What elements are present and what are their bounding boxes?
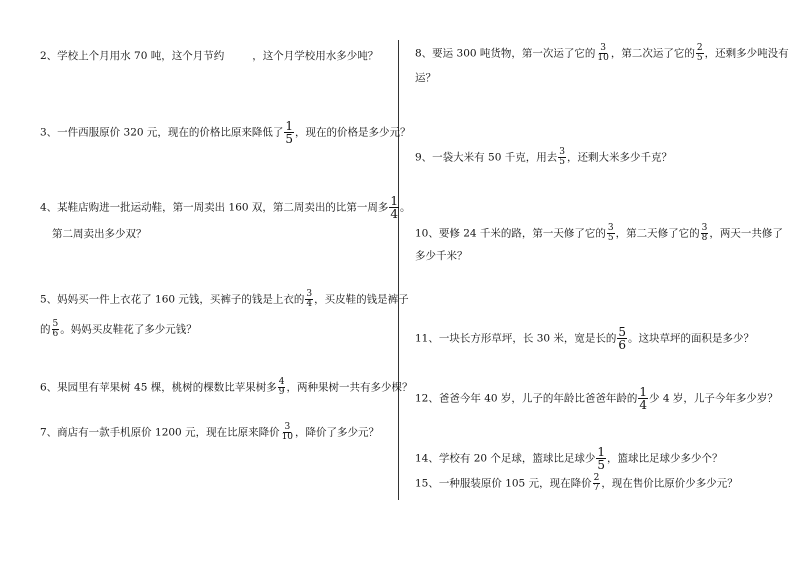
- question-text: ，第二次运了它的: [610, 47, 695, 60]
- question-text: ，降价了多少元？: [295, 426, 380, 439]
- fraction: [558, 148, 566, 167]
- fraction-denominator: 9: [278, 387, 285, 397]
- question-text: 少 4 岁，儿子今年多少岁？: [649, 392, 778, 405]
- question-text: 9、一袋大米有 50 千克，用去: [415, 151, 558, 164]
- column-divider: [398, 40, 399, 500]
- fraction: [284, 120, 294, 145]
- fraction: [638, 386, 648, 411]
- fraction: [596, 446, 606, 471]
- fraction-numerator: 1: [597, 445, 606, 459]
- question-4: [40, 195, 411, 220]
- question-10-line-2: [415, 248, 468, 266]
- fraction-denominator: 7: [593, 483, 600, 493]
- question-12: [415, 386, 778, 411]
- question-4-line-2: [52, 226, 147, 244]
- fraction-numerator: 3: [306, 289, 313, 299]
- question-text: 8、要运 300 吨货物，第一次运了它的: [415, 47, 596, 60]
- fraction: [701, 224, 709, 243]
- question-8-line-2: [415, 70, 436, 88]
- fraction-numerator: 3: [559, 147, 565, 157]
- question-11: [415, 326, 754, 351]
- fraction: [389, 195, 399, 220]
- fraction: [617, 326, 627, 351]
- question-text: ，两天一共修了: [709, 227, 783, 240]
- fraction-denominator: 5: [696, 53, 703, 63]
- fraction-numerator: 3: [607, 223, 614, 233]
- fraction: [278, 378, 286, 397]
- question-text: 5、妈妈买一件上衣花了 160 元钱，买裤子的钱是上衣的: [40, 293, 305, 306]
- question-text: 。这块草坪的面积是多少？: [628, 332, 755, 345]
- question-text: ，还剩多少吨没有: [704, 47, 789, 60]
- fraction: [607, 224, 615, 243]
- question-text: 多少千米？: [415, 250, 468, 262]
- fraction-numerator: 2: [696, 43, 703, 53]
- question-5-line-2: [40, 320, 197, 339]
- question-3: [40, 120, 411, 145]
- question-text: 10、要修 24 千米的路，第一天修了它的: [415, 227, 606, 240]
- question-text: 12、爸爸今年 40 岁，儿子的年龄比爸爸年龄的: [415, 392, 638, 405]
- question-text: ，买皮鞋的钱是裤子: [314, 293, 409, 306]
- fraction: [696, 44, 704, 63]
- question-text: 的: [40, 323, 51, 336]
- question-text: 。妈妈买皮鞋花了多少元钱？: [60, 323, 197, 336]
- fraction-numerator: 5: [618, 325, 627, 339]
- fraction-denominator: 10: [281, 432, 294, 442]
- question-10: [415, 224, 783, 243]
- fraction-denominator: 6: [52, 329, 59, 339]
- fraction: [596, 44, 609, 63]
- question-2: [40, 48, 378, 66]
- question-text: ，还剩大米多少千克？: [566, 151, 672, 164]
- fraction-numerator: 5: [52, 319, 59, 329]
- fraction-denominator: 4: [306, 299, 313, 309]
- question-text: ，第二天修了它的: [615, 227, 700, 240]
- question-text: 运？: [415, 72, 436, 84]
- fraction-numerator: 1: [390, 194, 399, 208]
- fraction-denominator: 6: [618, 338, 627, 352]
- fraction-numerator: 4: [278, 377, 285, 387]
- fraction-numerator: 2: [593, 473, 600, 483]
- fraction: [593, 474, 601, 493]
- question-6: [40, 378, 412, 397]
- question-text: ，现在的价格是多少元？: [295, 126, 411, 139]
- fraction-numerator: 3: [284, 422, 291, 432]
- question-text: ，现在售价比原价少多少元？: [601, 477, 738, 490]
- question-14: [415, 446, 723, 471]
- fraction-denominator: 5: [607, 233, 614, 243]
- question-text: 11、一块长方形草坪，长 30 米，宽是长的: [415, 332, 617, 345]
- fraction-denominator: 4: [639, 398, 648, 412]
- fraction-numerator: 3: [600, 43, 606, 53]
- fraction-denominator: 5: [285, 132, 294, 146]
- fraction-denominator: 5: [559, 157, 565, 167]
- question-text: 第二周卖出多少双？: [52, 228, 147, 240]
- question-text: ，篮球比足球少多少个？: [607, 452, 723, 465]
- question-text: 。: [400, 201, 411, 214]
- fraction-denominator: 4: [390, 207, 399, 221]
- fraction-denominator: 10: [597, 53, 609, 63]
- fraction-denominator: 5: [597, 458, 606, 472]
- question-8: [415, 44, 789, 63]
- question-text: 6、果园里有苹果树 45 棵，桃树的棵数比苹果树多: [40, 381, 277, 394]
- fraction-numerator: 3: [701, 223, 708, 233]
- fraction: [52, 320, 60, 339]
- question-text: 2、学校上个月用水 70 吨，这个月节约: [40, 50, 225, 62]
- question-15: [415, 474, 738, 493]
- question-text: 4、某鞋店购进一批运动鞋，第一周卖出 160 双，第二周卖出的比第一周多: [40, 201, 389, 214]
- question-text: 14、学校有 20 个足球，篮球比足球少: [415, 452, 596, 465]
- question-text: ，两种果树一共有多少棵？: [286, 381, 413, 394]
- fraction-denominator: 8: [701, 233, 708, 243]
- fraction-numerator: 1: [285, 119, 294, 133]
- question-7: [40, 423, 379, 442]
- question-text: ，这个月学校用水多少吨？: [252, 50, 379, 62]
- fraction: [281, 423, 294, 442]
- fraction: [305, 290, 313, 309]
- question-text: 3、一件西服原价 320 元，现在的价格比原来降低了: [40, 126, 284, 139]
- fraction-numerator: 1: [639, 385, 648, 399]
- question-text: 7、商店有一款手机原价 1200 元，现在比原来降价: [40, 426, 280, 439]
- question-9: [415, 148, 672, 167]
- question-text: 15、一种服装原价 105 元，现在降价: [415, 477, 592, 490]
- question-5: [40, 290, 409, 309]
